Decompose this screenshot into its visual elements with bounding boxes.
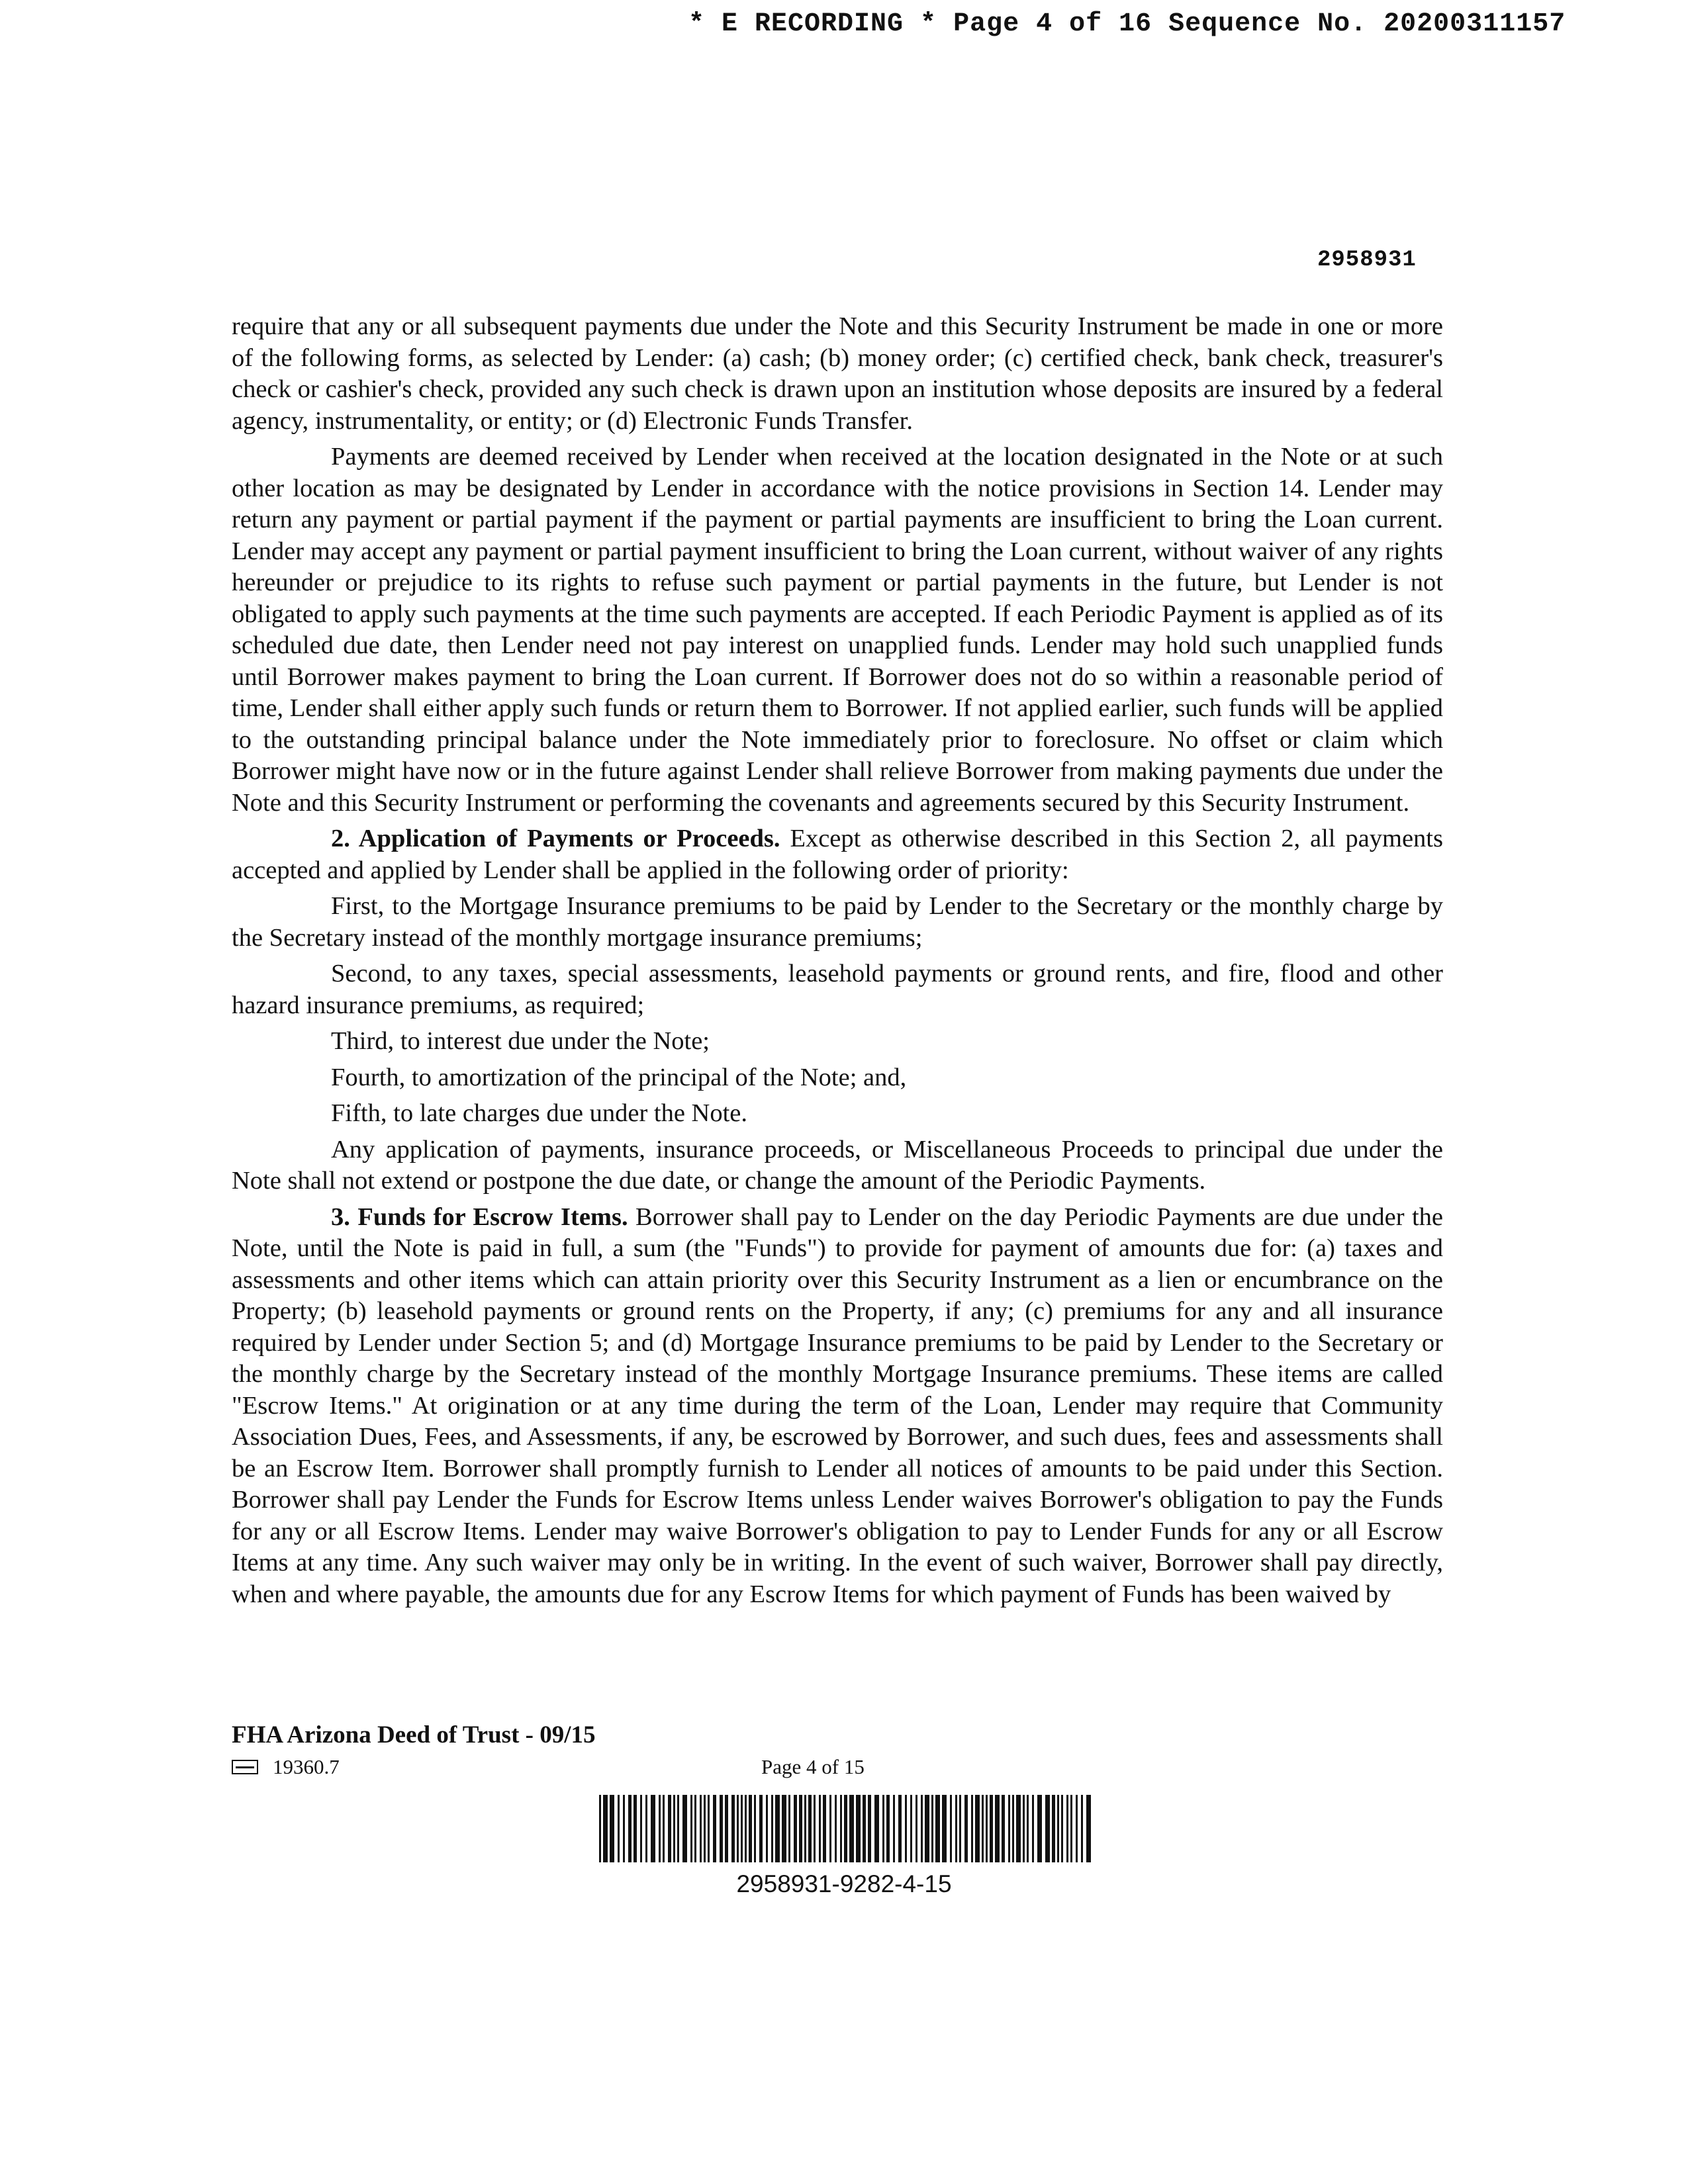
section-3-paragraph (232, 1202, 1443, 1611)
paragraph-payments-received: Payments are deemed received by Lender when received at the location designated in the Note or at such other location as may be designated by Lender in accordance with the notice provisions in Section 14. Lender may return any payment or partial payment if the payment or partial payments are insufficient to bring the Loan current. Lender may accept any payment or partial payment insufficient to bring the Loan current, without waiver of any rights hereunder or prejudice to its rights to refuse such payment or partial payments in the future, but Lender is not obligated to apply such payments at the time such payments are accepted. If each Periodic Payment is applied as of its scheduled due date, then Lender need not pay interest on unapplied funds. Lender may hold such unapplied funds until Borrower makes payment to bring the Loan current. If Borrower does not do so within a reasonable period of time, Lender shall either apply such funds or return them to Borrower. If not applied earlier, such funds will be applied to the outstanding principal balance under the Note immediately prior to foreclosure. No offset or claim which Borrower might have now or in the future against Lender shall relieve Borrower from making payments due under the Note and this Security Instrument or performing the covenants and agreements secured by this Security Instrument. (232, 443, 1443, 817)
footer-page-number: Page 4 of 15 (761, 1755, 865, 1778)
ellie-mae-logo-icon (232, 1760, 258, 1774)
section-3-heading: 3. Funds for Escrow Items. (331, 1203, 628, 1231)
footer-form-title: FHA Arizona Deed of Trust - 09/15 (232, 1721, 596, 1749)
paragraph-any-application: Any application of payments, insurance proceeds, or Miscellaneous Proceeds to principal due under the Note shall not extend or postpone the due date, or change the amount of the Periodic Payments. (232, 1135, 1443, 1195)
priority-second: Second, to any taxes, special assessments, leasehold payments or ground rents, and fire, flood and other hazard insurance premiums, as required; (232, 960, 1443, 1019)
footer-form-code (232, 1755, 340, 1779)
paragraph-payment-forms: require that any or all subsequent payments due under the Note and this Security Instrument be made in one or more of the following forms, as selected by Lender: (a) cash; (b) money order; (c) certified check, bank check, treasurer's check or cashier's check, provided any such check is drawn upon an institution whose deposits are insured by a federal agency, instrumentality, or entity; or (d) Electronic Funds Transfer. (232, 312, 1443, 435)
priority-first: First, to the Mortgage Insurance premiums to be paid by Lender to the Secretary or the monthly charge by the Secretary instead of the monthly mortgage insurance premiums; (232, 892, 1443, 952)
barcode-number: 2958931-9282-4-15 (736, 1870, 952, 1897)
barcode-image (599, 1795, 1092, 1862)
section-2-text: Except as otherwise described in this Section 2, all payments accepted and applied by Lender shall be applied in the following order of priority: (232, 825, 1443, 884)
priority-third: Third, to interest due under the Note; (331, 1027, 710, 1055)
document-body (232, 311, 1443, 1615)
section-2-heading: 2. Application of Payments or Proceeds. (331, 825, 780, 852)
recording-header: * E RECORDING * Page 4 of 16 Sequence No. 20200311157 (688, 9, 1566, 39)
priority-fourth: Fourth, to amortization of the principal of the Note; and, (331, 1063, 907, 1091)
priority-fifth: Fifth, to late charges due under the Note. (331, 1099, 748, 1127)
document-number: 2958931 (1317, 248, 1417, 273)
form-code-number: 19360.7 (273, 1755, 340, 1778)
section-3-text: Borrower shall pay to Lender on the day Periodic Payments are due under the Note, until the Note is paid in full, a sum (the "Funds") to provide for payment of amounts due for: (a) taxes and assessments and other items which can attain priority over this Security Instrument as a lien or encumbrance on the Property; (b) leasehold payments or ground rents on the Property, if any; (c) premiums for any and all insurance required by Lender under Section 5; and (d) Mortgage Insurance premiums to be paid by Lender to the Secretary or the monthly charge by the Secretary instead of the monthly Mortgage Insurance premiums. These items are called "Escrow Items." At origination or at any time during the term of the Loan, Lender may require that Community Association Dues, Fees, and Assessments, if any, be escrowed by Borrower, and such dues, fees and assessments shall be an Escrow Item. Borrower shall promptly furnish to Lender all notices of amounts to be paid under this Section. Borrower shall pay Lender the Funds for Escrow Items unless Lender waives Borrower's obligation to pay the Funds for any or all Escrow Items. Lender may waive Borrower's obligation to pay to Lender Funds for any or all Escrow Items at any time. Any such waiver may only be in writing. In the event of such waiver, Borrower shall pay directly, when and where payable, the amounts due for any Escrow Items for which payment of Funds has been waived by (232, 1203, 1443, 1608)
section-2-paragraph (232, 823, 1443, 886)
